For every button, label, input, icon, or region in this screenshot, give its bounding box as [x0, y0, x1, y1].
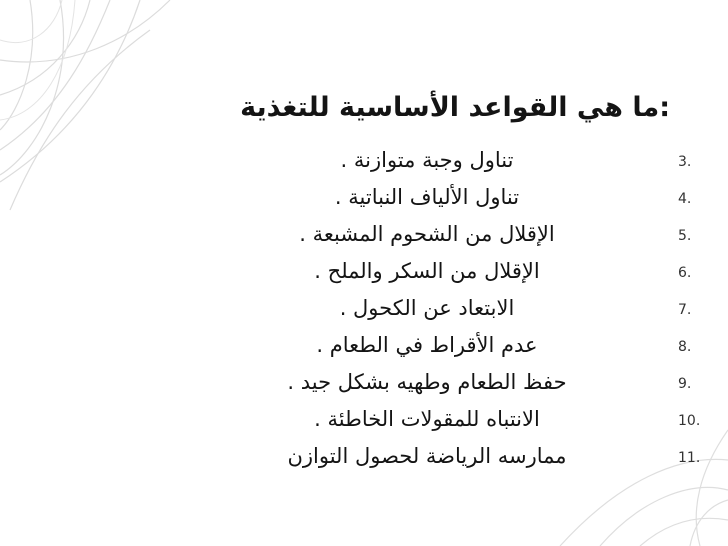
list-item-text: الابتعاد عن الكحول . [339, 296, 515, 320]
list-item [192, 327, 692, 364]
list-item [192, 179, 692, 216]
list-item-number: 3. [678, 154, 692, 170]
list-item [192, 438, 701, 475]
list-item-text: ممارسه الرياضة لحصول التوازن [287, 444, 567, 468]
list-item-number: 11. [678, 450, 701, 466]
list-item-text: الإقلال من السكر والملح . [314, 259, 540, 283]
list-item [192, 142, 692, 179]
list-item [192, 253, 692, 290]
list-item-text: عدم الأقراط في الطعام . [316, 333, 538, 357]
list-item [192, 401, 701, 438]
list-item-text: تناول وجبة متوازنة . [340, 148, 514, 172]
list-item-text: الإقلال من الشحوم المشبعة . [299, 222, 555, 246]
list-item-number: 4. [678, 191, 692, 207]
rules-list [192, 142, 701, 475]
list-item-text: الانتباه للمقولات الخاطئة . [314, 407, 540, 431]
list-item [192, 364, 692, 401]
list-item-number: 7. [678, 302, 692, 318]
list-item-number: 6. [678, 265, 692, 281]
list-item-number: 10. [678, 413, 701, 429]
list-item-text: تناول الألياف النباتية . [334, 185, 520, 209]
list-item-number: 8. [678, 339, 692, 355]
list-item-text: حفظ الطعام وطهيه بشكل جيد . [287, 370, 567, 394]
list-item-number: 5. [678, 228, 692, 244]
list-item [192, 216, 692, 253]
list-item [192, 290, 692, 327]
list-item-number: 9. [678, 376, 692, 392]
slide-title: :ما هي القواعد الأساسية للتغذية [240, 92, 670, 123]
